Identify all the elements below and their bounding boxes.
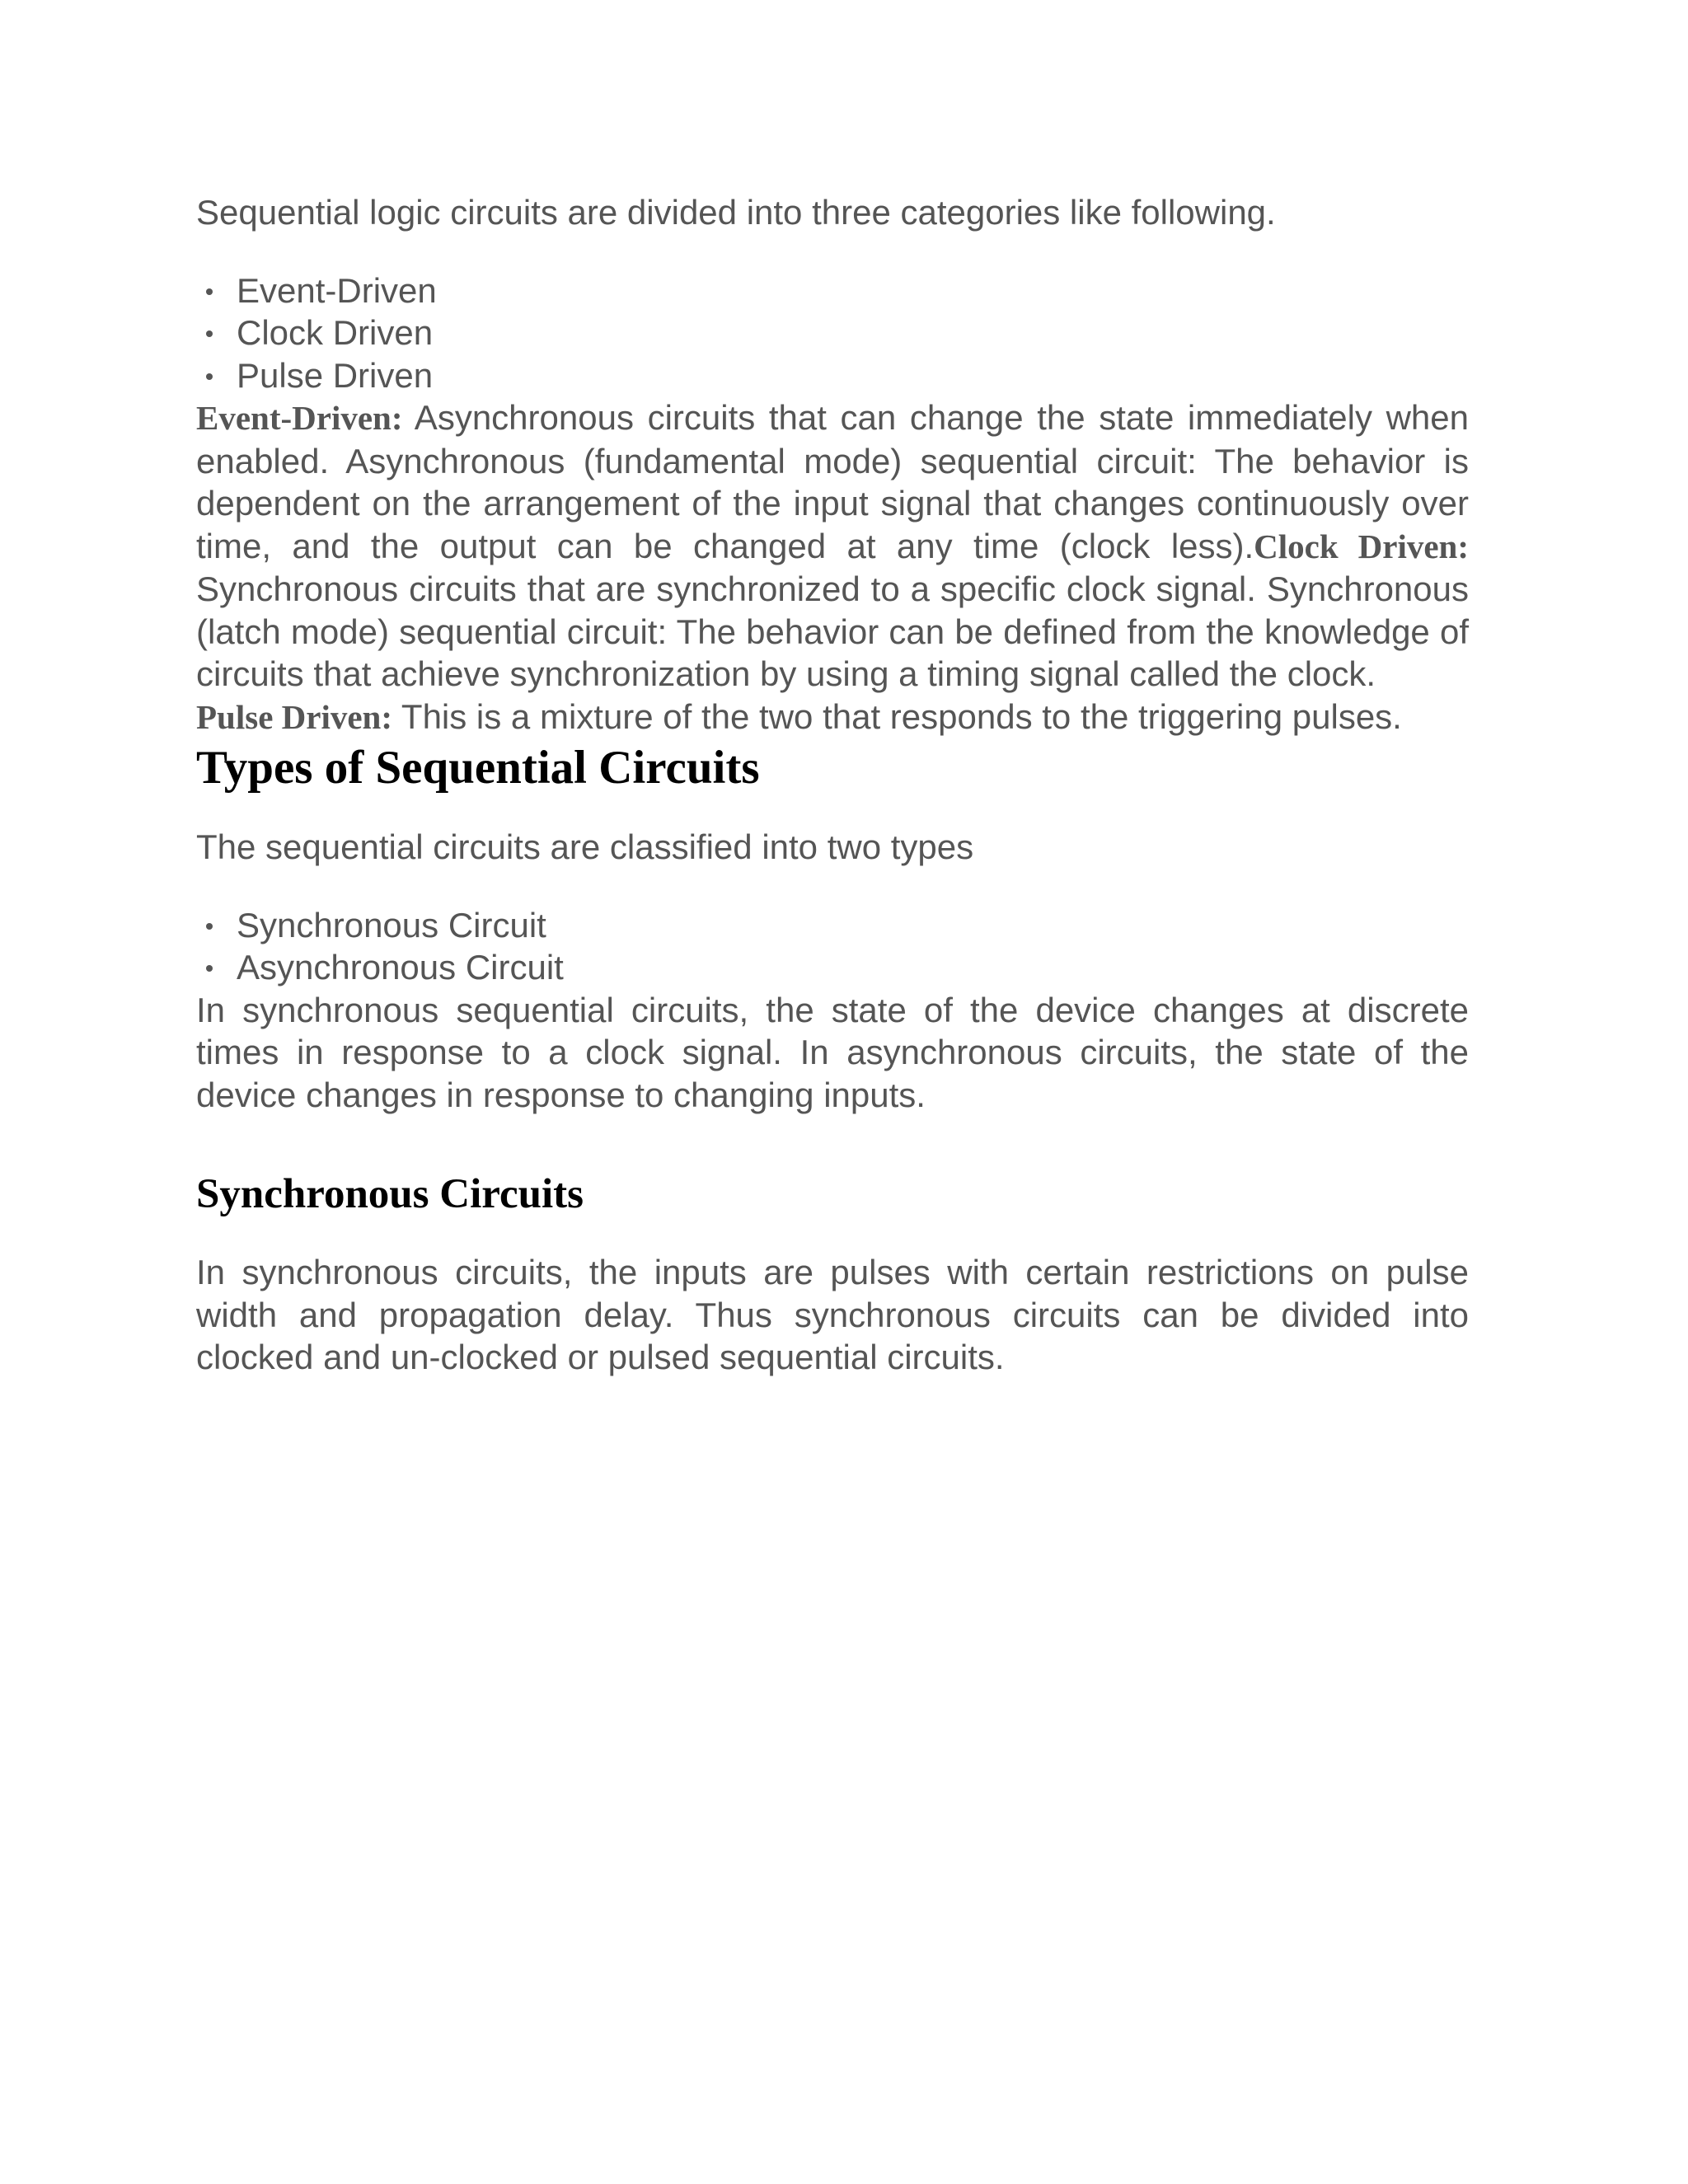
types-list (196, 904, 1469, 989)
synchronous-paragraph: In synchronous circuits, the inputs are pulses with certain restrictions on pulse width and propagation delay. Thus synchronous circuits can be divided into clocked and un-clocked or pulsed sequential circuits. (196, 1253, 1469, 1376)
synchronous-heading: Synchronous Circuits (196, 1171, 584, 1217)
event-driven-term: Event-Driven: (196, 399, 403, 437)
types-paragraph: In synchronous sequential circuits, the state of the device changes at discrete times in response to a clock signal. In asynchronous circuits, the state of the device changes in response to changing inputs. (196, 990, 1469, 1114)
pulse-definition-paragraph (196, 696, 1469, 739)
event-clock-definition-paragraph (196, 396, 1469, 696)
list-item: Synchronous Circuit (196, 904, 1469, 947)
pulse-driven-term: Pulse Driven: (196, 697, 392, 736)
list-item: Asynchronous Circuit (196, 946, 1469, 989)
list-item: Clock Driven (196, 312, 1469, 354)
clock-driven-text: Synchronous circuits that are synchronized to a specific clock signal. Synchronous (latch mode) sequential circuit: The behavior can be defined from the knowledge of circuits that achieve synchronization by using a timing signal called the clock. (196, 569, 1469, 693)
list-item: Pulse Driven (196, 354, 1469, 397)
list-item: Event-Driven (196, 269, 1469, 312)
types-heading: Types of Sequential Circuits (196, 742, 760, 794)
clock-driven-term: Clock Driven: (1254, 527, 1469, 565)
document-page (196, 191, 1469, 1379)
types-intro-paragraph: The sequential circuits are classified into two types (196, 827, 974, 866)
categories-list (196, 269, 1469, 397)
pulse-driven-text: This is a mixture of the two that responds to the triggering pulses. (392, 696, 1402, 736)
intro-paragraph: Sequential logic circuits are divided into three categories like following. (196, 193, 1276, 232)
event-driven-text: Asynchronous circuits that can change the state immediately when enabled. Asynchronous (fundamental mode) sequential circuit: The behavior is dependent on the arrangement of the input signal that changes continuously over time, and the output can be changed at any time (clock less). (196, 398, 1469, 565)
